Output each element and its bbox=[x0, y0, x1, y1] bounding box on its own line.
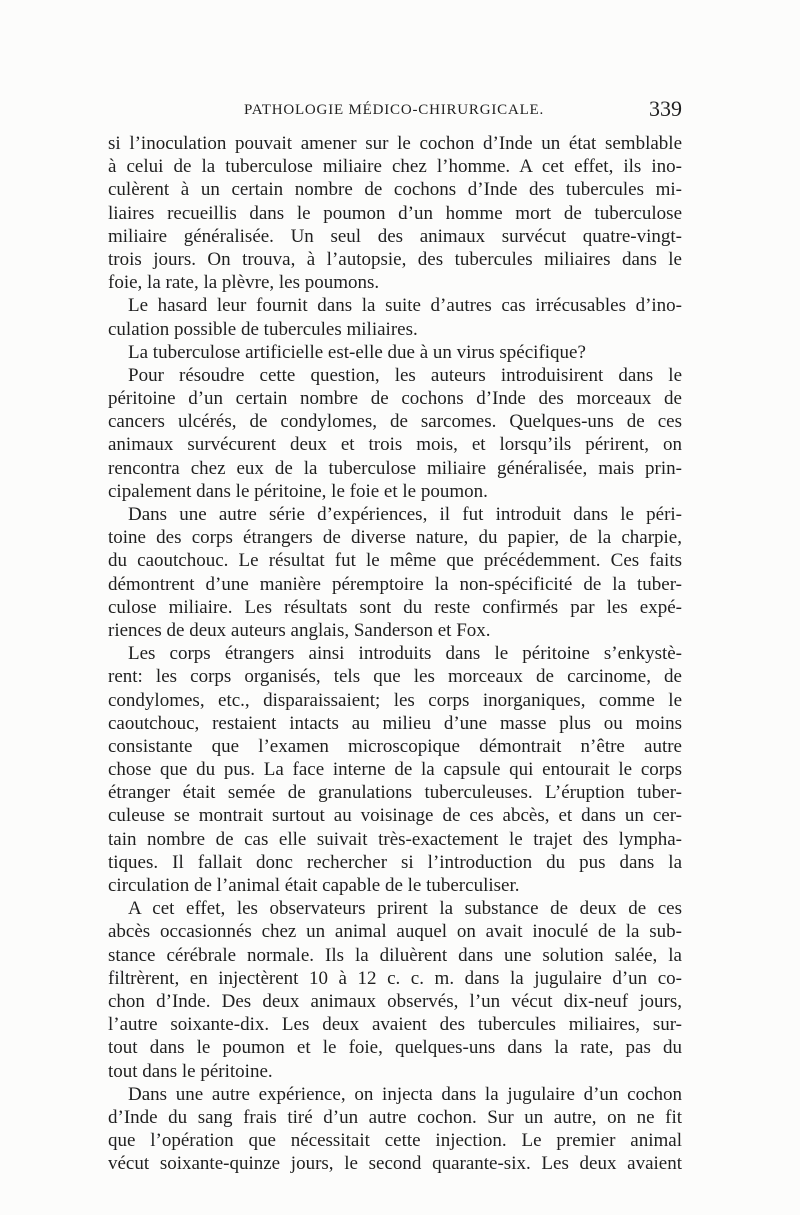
text-line: que l’opération que nécessitait cette injection. Le premier animal bbox=[108, 1130, 682, 1152]
text-line: Dans une autre série d’expériences, il fut introduit dans le péri- bbox=[128, 504, 682, 525]
text-line: culation possible de tubercules miliaires. bbox=[108, 318, 418, 340]
running-head: PATHOLOGIE MÉDICO-CHIRURGICALE. bbox=[244, 102, 545, 118]
text-line: abcès occasionnés chez un animal auquel on avait inoculé de la sub- bbox=[108, 921, 682, 943]
text-line: liaires recueillis dans le poumon d’un homme mort de tuberculose bbox=[108, 202, 682, 224]
text-line: du caoutchouc. Le résultat fut le même que précédemment. Ces faits bbox=[108, 550, 682, 572]
text-line: chon d’Inde. Des deux animaux observés, l’un vécut dix-neuf jours, bbox=[108, 990, 682, 1012]
text-line: l’autre soixante-dix. Les deux avaient des tubercules miliaires, sur- bbox=[108, 1014, 682, 1036]
text-line: rencontra chez eux de la tuberculose miliaire généralisée, mais prin- bbox=[108, 457, 682, 479]
text-line: cipalement dans le péritoine, le foie et le poumon. bbox=[108, 480, 488, 502]
text-line: tout dans le péritoine. bbox=[108, 1060, 273, 1082]
text-line: tout dans le poumon et le foie, quelques-uns dans la rate, pas du bbox=[108, 1037, 682, 1059]
text-line: d’Inde du sang frais tiré d’un autre cochon. Sur un autre, on ne fit bbox=[108, 1106, 682, 1128]
text-line: stance cérébrale normale. Ils la diluèrent dans une solution salée, la bbox=[108, 944, 682, 966]
text-line: culose miliaire. Les résultats sont du reste confirmés par les expé- bbox=[108, 596, 682, 618]
text-line: Les corps étrangers ainsi introduits dans le péritoine s’enkystè- bbox=[128, 643, 682, 665]
body-text bbox=[108, 132, 682, 1175]
text-line: A cet effet, les observateurs prirent la substance de deux de ces bbox=[128, 898, 682, 920]
text-line: tiques. Il fallait donc rechercher si l’introduction du pus dans la bbox=[108, 851, 682, 873]
text-line: Pour résoudre cette question, les auteurs introduisirent dans le bbox=[128, 364, 682, 386]
text-line: péritoine d’un certain nombre de cochons d’Inde des morceaux de bbox=[108, 388, 682, 410]
text-line: foie, la rate, la plèvre, les poumons. bbox=[108, 272, 380, 294]
text-line: riences de deux auteurs anglais, Sanderson et Fox. bbox=[108, 619, 491, 641]
text-line: caoutchouc, restaient intacts au milieu d’une masse plus ou moins bbox=[108, 712, 682, 734]
text-line: miliaire généralisée. Un seul des animaux survécut quatre-vingt- bbox=[108, 225, 682, 247]
text-line: condylomes, etc., disparaissaient; les corps inorganiques, comme le bbox=[108, 689, 682, 711]
text-line: filtrèrent, en injectèrent 10 à 12 c. c. m. dans la jugulaire d’un co- bbox=[108, 967, 682, 989]
text-line: si l’inoculation pouvait amener sur le cochon d’Inde un état semblable bbox=[108, 133, 682, 154]
text-line: tain nombre de cas elle suivait très-exactement le trajet des lympha- bbox=[108, 828, 682, 850]
page-number: 339 bbox=[649, 96, 682, 121]
text-line: toine des corps étrangers de diverse nature, du papier, de la charpie, bbox=[108, 527, 682, 549]
text-line: cancers ulcérés, de condylomes, de sarcomes. Quelques-uns de ces bbox=[108, 411, 682, 433]
text-line: à celui de la tuberculose miliaire chez l’homme. A cet effet, ils ino- bbox=[108, 156, 682, 178]
text-line: animaux survécurent deux et trois mois, et lorsqu’ils périrent, on bbox=[108, 434, 682, 456]
text-line: étranger était semée de granulations tuberculeuses. L’éruption tuber- bbox=[108, 782, 682, 804]
text-line: démontrent d’une manière péremptoire la non-spécificité de la tuber- bbox=[108, 573, 682, 595]
page-header bbox=[108, 96, 682, 126]
text-line: Dans une autre expérience, on injecta dans la jugulaire d’un cochon bbox=[128, 1083, 682, 1105]
text-line: La tuberculose artificielle est-elle due à un virus spécifique? bbox=[128, 341, 586, 363]
text-line: chose que du pus. La face interne de la capsule qui entourait le corps bbox=[108, 759, 682, 781]
text-line: trois jours. On trouva, à l’autopsie, des tubercules miliaires dans le bbox=[108, 248, 682, 270]
text-line: vécut soixante-quinze jours, le second quarante-six. Les deux avaient bbox=[108, 1153, 682, 1175]
text-line: Le hasard leur fournit dans la suite d’autres cas irrécusables d’ino- bbox=[128, 295, 682, 317]
text-line: culeuse se montrait surtout au voisinage de ces abcès, et dans un cer- bbox=[108, 805, 682, 827]
text-line: rent: les corps organisés, tels que les morceaux de carcinome, de bbox=[108, 666, 682, 688]
text-line: culèrent à un certain nombre de cochons d’Inde des tubercules mi- bbox=[108, 179, 682, 201]
text-line: consistante que l’examen microscopique démontrait n’être autre bbox=[108, 735, 682, 757]
text-line: circulation de l’animal était capable de le tuberculiser. bbox=[108, 875, 520, 896]
